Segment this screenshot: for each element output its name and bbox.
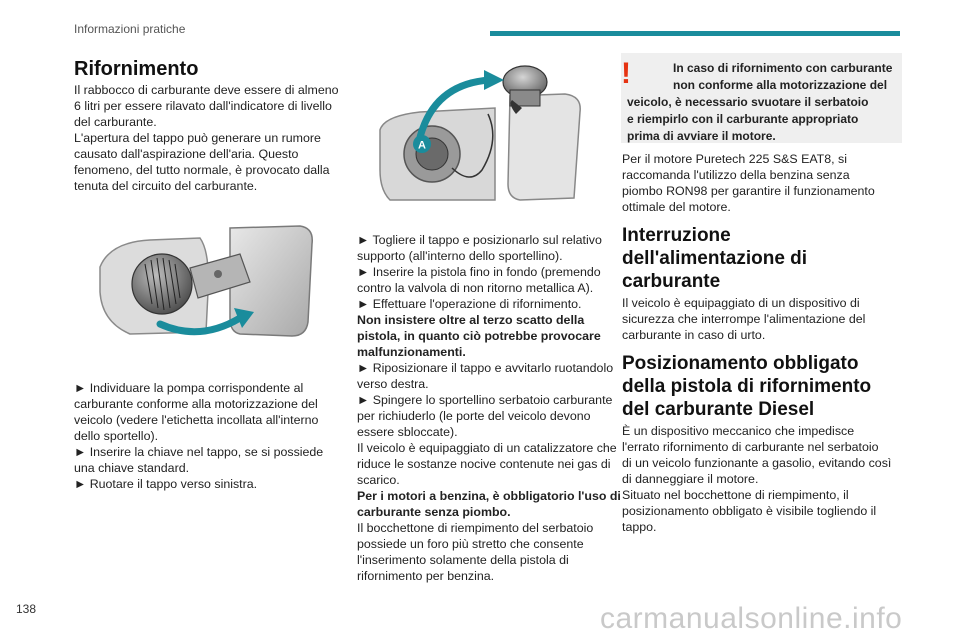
warning-box [621, 53, 902, 143]
title-line: carburante [622, 271, 721, 292]
text-line: piombo RON98 per garantire il funzionamento [622, 184, 875, 198]
title-line: del carburante Diesel [622, 399, 815, 420]
text-line: per richiuderlo (le porte del veicolo devono [357, 409, 591, 423]
text-line: scarico. [357, 473, 400, 487]
text-line: verso destra. [357, 377, 429, 391]
text-line: una chiave standard. [74, 461, 190, 475]
text-line: malfunzionamenti. [357, 345, 466, 359]
fuel-inlet-illustration [360, 60, 590, 210]
text-line: carburante conforme alla motorizzazione del [74, 397, 318, 411]
text-line: di un veicolo funzionante a gasolio, evitando così [622, 456, 892, 470]
text-line: l'inserimento solamente della pistola di [357, 553, 569, 567]
arrow-head [484, 70, 504, 90]
text-line: carburante in caso di urto. [622, 328, 766, 342]
title-line: Posizionamento obbligato [622, 353, 859, 374]
puretech-paragraph [622, 151, 907, 215]
text-line: Il veicolo è equipaggiato di un catalizzatore che [357, 441, 617, 455]
fuel-cap [132, 254, 192, 314]
text-line: rifornimento per benzina. [357, 569, 495, 583]
text-line: causato dall'aspirazione dell'aria. Questo [74, 147, 299, 161]
text-line: Situato nel bocchettone di riempimento, il [622, 488, 849, 502]
text-line: dello sportello). [74, 429, 159, 443]
text-line: non conforme alla motorizzazione del [673, 78, 888, 92]
text-line: Non insistere oltre al terzo scatto della [357, 313, 585, 327]
text-line: ► Ruotare il tappo verso sinistra. [74, 477, 258, 491]
text-line: In caso di rifornimento con carburante [673, 61, 893, 75]
text-line: contro la valvola di non ritorno metallica A). [357, 281, 594, 295]
text-line: raccomanda l'utilizzo della benzina senza [622, 168, 850, 182]
text-line: del carburante. [74, 115, 157, 129]
section-title-refuelling: Rifornimento [74, 58, 199, 80]
text-line: Il bocchettone di riempimento del serbatoio [357, 521, 594, 535]
section-title-fuel-cut [622, 224, 907, 293]
text-line: essere sbloccate). [357, 425, 458, 439]
text-line: Il veicolo è equipaggiato di un dispositivo di [622, 296, 860, 310]
text-line: ► Riposizionare il tappo e avvitarlo ruotandolo [357, 361, 614, 375]
text-line: ► Individuare la pompa corrispondente al [74, 381, 304, 395]
text-line: veicolo, è necessario svuotare il serbatoio [627, 95, 869, 109]
text-line: L'apertura del tappo può generare un rumore [74, 131, 321, 145]
hinge-bolt [214, 270, 222, 278]
text-line: sicurezza che interrompe l'alimentazione del [622, 312, 866, 326]
text-line: tappo. [622, 520, 657, 534]
header-section-title: Informazioni pratiche [74, 22, 186, 36]
title-line: dell'alimentazione di [622, 248, 808, 269]
text-line: ► Togliere il tappo e posizionarlo sul relativo [357, 233, 602, 247]
diesel-paragraph [622, 423, 912, 535]
text-line: pistola, in quanto ciò potrebbe provocare [357, 329, 601, 343]
text-line: prima di avviare il motore. [627, 129, 776, 143]
text-line: ► Effettuare l'operazione di rifornimento. [357, 297, 582, 311]
page-number: 138 [16, 602, 37, 616]
text-line: supporto (all'interno dello sportellino). [357, 249, 563, 263]
text-line: 6 litri per essere rilavato dall'indicatore di livello [74, 99, 332, 113]
text-line: Per il motore Puretech 225 S&S EAT8, si [622, 152, 847, 166]
text-line: Per i motori a benzina, è obbligatorio l'uso di [357, 489, 621, 503]
fuel-cap-illustration [90, 222, 320, 342]
warning-text-top [673, 60, 901, 94]
warning-text-bottom [627, 94, 901, 145]
column-2-text [357, 232, 632, 584]
text-line: ► Inserire la pistola fino in fondo (premendo [357, 265, 601, 279]
section-title-diesel-misfuel [622, 352, 912, 421]
header-accent-bar [490, 31, 900, 36]
text-line: carburante senza piombo. [357, 505, 511, 519]
text-line: Il rabbocco di carburante deve essere di almeno [74, 83, 339, 97]
text-line: fenomeno, del tutto normale, è provocato dalla [74, 163, 330, 177]
intro-paragraph [74, 82, 349, 194]
text-line: possiede un foro più stretto che consente [357, 537, 584, 551]
text-line: l'errato rifornimento di carburante nel serbatoio [622, 440, 879, 454]
text-line: veicolo (vedere l'etichetta incollata all'interno [74, 413, 319, 427]
title-line: della pistola di rifornimento [622, 376, 872, 397]
text-line: tenuta del circuito del carburante. [74, 179, 258, 193]
label-a-text: A [418, 139, 426, 152]
warning-icon: ! [621, 57, 631, 90]
text-line: e riempirlo con il carburante appropriato [627, 112, 859, 126]
text-line: di danneggiare il motore. [622, 472, 759, 486]
text-line: È un dispositivo meccanico che impedisce [622, 424, 855, 438]
steps-paragraph [74, 380, 349, 492]
text-line: ► Spingere lo sportellino serbatoio carburante [357, 393, 613, 407]
watermark: carmanualsonline.info [600, 602, 903, 635]
text-line: ► Inserire la chiave nel tappo, se si possiede [74, 445, 324, 459]
fuel-cut-paragraph [622, 295, 907, 343]
text-line: ottimale del motore. [622, 200, 731, 214]
text-line: posizionamento obbligato è visibile togliendo il [622, 504, 877, 518]
title-line: Interruzione [622, 225, 731, 246]
text-line: riduce le sostanze nocive contenute nei gas di [357, 457, 611, 471]
